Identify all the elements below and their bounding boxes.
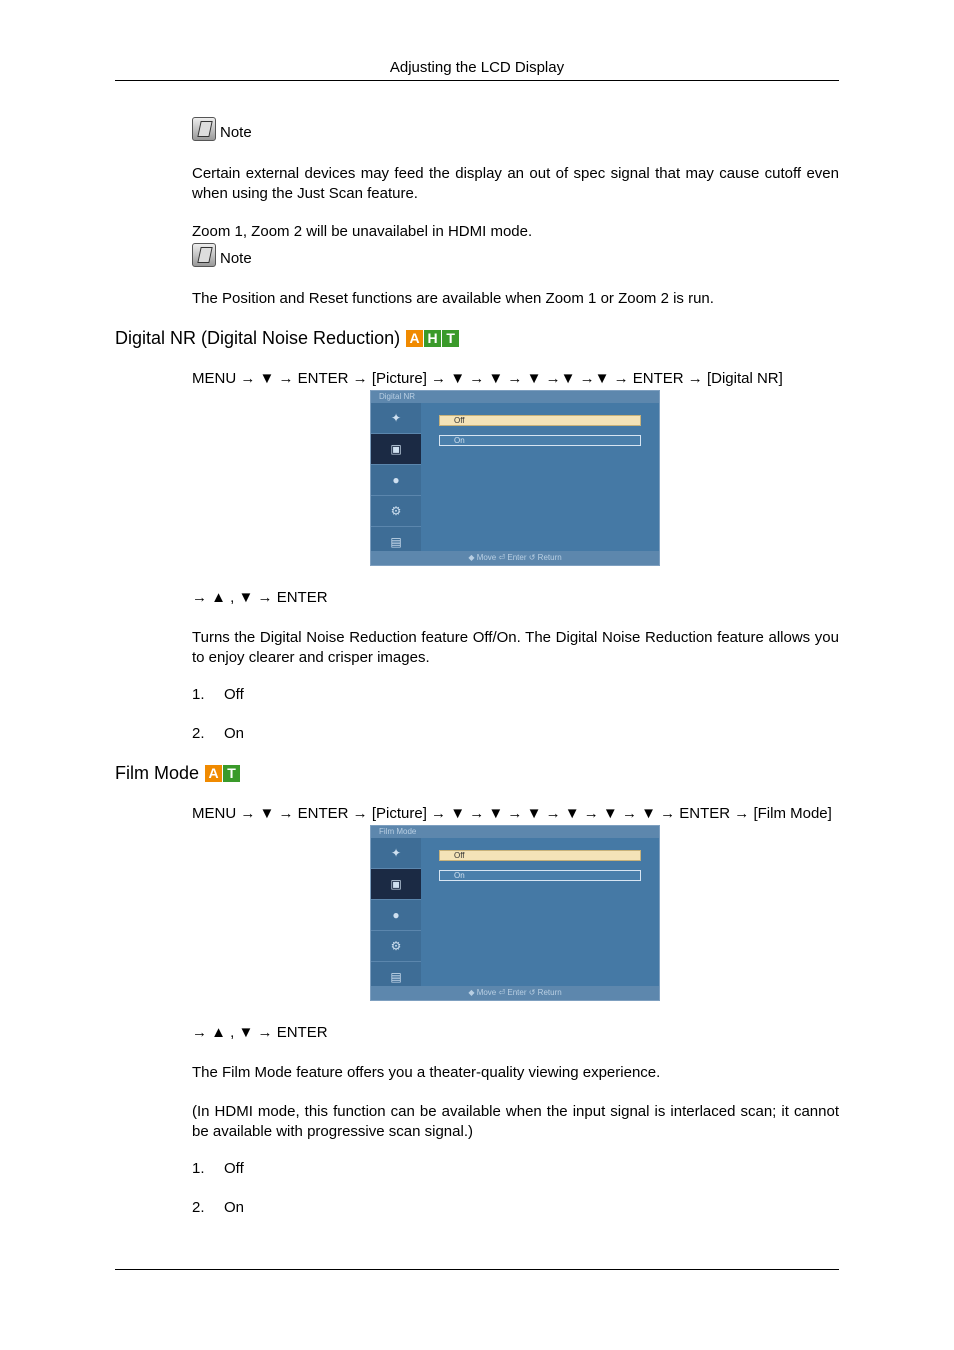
osd-multi-icon: ▤ — [371, 962, 421, 993]
osd-option-on: On — [439, 435, 641, 446]
film-mode-select-line: → ▲ , ▼ → ENTER — [192, 1024, 328, 1041]
film-mode-menu-path: MENU → ▼ → ENTER → [Picture] → ▼ → ▼ → ▼ → ▼ → ▼ → ▼ → ENTER → [Film Mode] — [192, 805, 832, 822]
note-label: Note — [220, 124, 252, 141]
digital-nr-description: Turns the Digital Noise Reduction feature Off/On. The Digital Noise Reduction feature allows you to enjoy clearer and crisper images. — [192, 629, 839, 666]
film-mode-heading-text: Film Mode — [115, 763, 200, 783]
list-item-number: 1. — [192, 686, 205, 703]
note-icon — [192, 243, 216, 267]
osd-option-on: On — [439, 870, 641, 881]
note-block-1 — [192, 117, 252, 141]
mode-badges — [205, 765, 241, 782]
osd-setup-icon: ⚙ — [371, 496, 421, 527]
osd-input-icon: ✦ — [371, 403, 421, 434]
list-item-number: 1. — [192, 1160, 205, 1177]
digital-nr-osd-screenshot — [370, 390, 660, 566]
section-heading-film-mode — [115, 763, 241, 784]
osd-footer: ◆ Move ⏎ Enter ↺ Return — [371, 986, 659, 1000]
list-item-label: On — [224, 1199, 245, 1216]
osd-sound-icon: ● — [371, 900, 421, 931]
osd-multi-icon: ▤ — [371, 527, 421, 558]
film-mode-description: The Film Mode feature offers you a theater-quality viewing experience. — [192, 1064, 661, 1081]
film-mode-hdmi-note: (In HDMI mode, this function can be available when the input signal is interlaced scan; it cannot be available with progressive scan signal.) — [192, 1103, 839, 1140]
header-rule — [115, 80, 839, 81]
list-item-label: On — [224, 725, 245, 742]
osd-input-icon: ✦ — [371, 838, 421, 869]
osd-title: Digital NR — [371, 391, 659, 403]
digital-nr-heading-text: Digital NR (Digital Noise Reduction) — [115, 328, 401, 348]
osd-footer: ◆ Move ⏎ Enter ↺ Return — [371, 551, 659, 565]
page-header-title: Adjusting the LCD Display — [389, 59, 565, 76]
osd-title: Film Mode — [371, 826, 659, 838]
badge-t: T — [442, 330, 459, 347]
list-item-label: Off — [224, 686, 244, 703]
digital-nr-select-line: → ▲ , ▼ → ENTER — [192, 589, 328, 606]
list-item — [192, 725, 244, 742]
paragraph-zoom: Zoom 1, Zoom 2 will be unavailabel in HDMI mode. — [192, 223, 533, 240]
osd-option-off: Off — [439, 850, 641, 861]
osd-option-off: Off — [439, 415, 641, 426]
osd-sidebar — [371, 838, 421, 986]
list-item-number: 2. — [192, 1199, 205, 1216]
list-item-label: Off — [224, 1160, 244, 1177]
digital-nr-menu-path: MENU → ▼ → ENTER → [Picture] → ▼ → ▼ → ▼ →▼ →▼ → ENTER → [Digital NR] — [192, 370, 783, 387]
list-item-number: 2. — [192, 725, 205, 742]
osd-setup-icon: ⚙ — [371, 931, 421, 962]
note-label: Note — [220, 250, 252, 267]
osd-sidebar — [371, 403, 421, 551]
badge-t: T — [223, 765, 240, 782]
paragraph-position-reset: The Position and Reset functions are available when Zoom 1 or Zoom 2 is run. — [192, 290, 714, 307]
osd-picture-icon: ▣ — [371, 869, 421, 900]
film-mode-osd-screenshot — [370, 825, 660, 1001]
list-item — [192, 1160, 244, 1177]
badge-h: H — [424, 330, 441, 347]
paragraph-just-scan: Certain external devices may feed the display an out of spec signal that may cause cutoff even when using the Just Scan feature. — [192, 165, 839, 202]
list-item — [192, 686, 244, 703]
list-item — [192, 1199, 244, 1216]
footer-rule — [115, 1269, 839, 1270]
note-icon — [192, 117, 216, 141]
mode-badges — [406, 330, 460, 347]
section-heading-digital-nr — [115, 328, 460, 349]
badge-a: A — [205, 765, 222, 782]
badge-a: A — [406, 330, 423, 347]
osd-sound-icon: ● — [371, 465, 421, 496]
note-block-2 — [192, 243, 252, 267]
osd-picture-icon: ▣ — [371, 434, 421, 465]
